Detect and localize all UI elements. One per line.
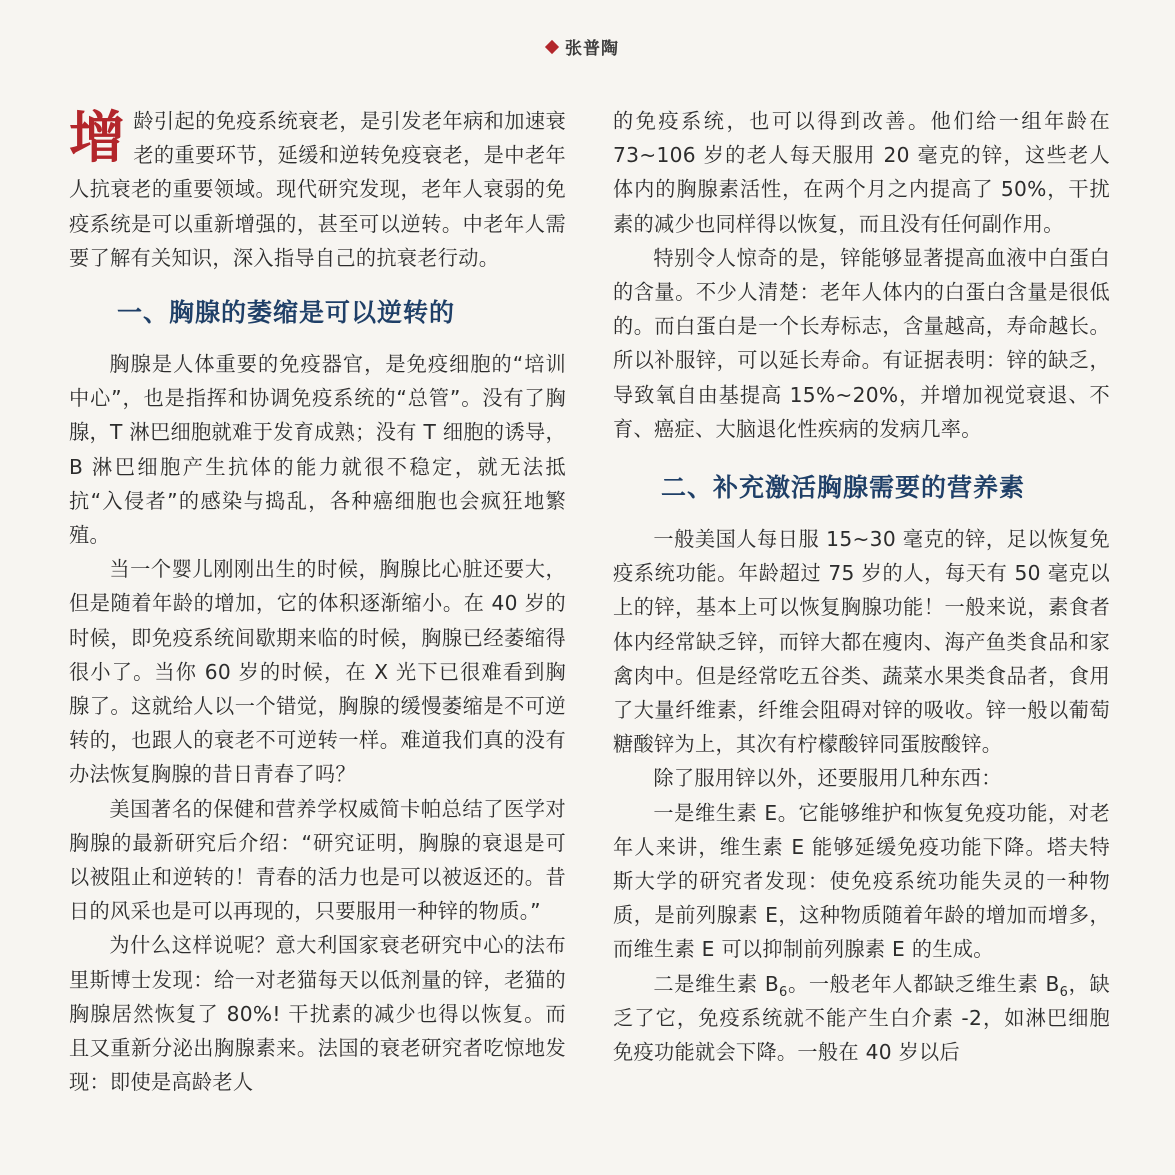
author-name: 张普陶 bbox=[565, 39, 619, 59]
diamond-icon bbox=[545, 39, 559, 53]
b6-subscript-1: 6 bbox=[779, 984, 788, 1000]
right-column bbox=[613, 104, 1110, 1069]
body-paragraph: 特别令人惊奇的是，锌能够显著提高血液中白蛋白的含量。不少人清楚：老年人体内的白蛋白含量是很低的。而白蛋白是一个长寿标志，含量越高，寿命越长。所以补服锌，可以延长寿命。有证据表明：锌的缺乏，导致氧自由基提高 15%~20%，并增加视觉衰退、不育、癌症、大脑退化性疾病的发病几率。 bbox=[613, 245, 1110, 441]
byline bbox=[547, 34, 619, 59]
b6-subscript-2: 6 bbox=[1059, 984, 1069, 1000]
b6-text-1: 二是维生素 B bbox=[653, 971, 779, 996]
body-paragraph: 除了服用锌以外，还要服用几种东西： bbox=[653, 766, 1002, 791]
body-paragraph: 胸腺是人体重要的免疫器官，是免疫细胞的“培训中心”，也是指挥和协调免疫系统的“总管”。没有了胸腺，T 淋巴细胞就难于发育成熟；没有 T 细胞的诱导，B 淋巴细胞产生抗体的能力就很不稳定，就无法抵抗“入侵者”的感染与捣乱，各种癌细胞也会疯狂地繁殖。 bbox=[69, 352, 566, 548]
body-paragraph: 一般美国人每日服 15~30 毫克的锌，足以恢复免疫系统功能。年龄超过 75 岁的人，每天有 50 毫克以上的锌，基本上可以恢复胸腺功能！一般来说，素食者体内经常缺乏锌，而锌大都在瘦肉、海产鱼类食品和家禽肉中。但是经常吃五谷类、蔬菜水果类食品者，食用了大量纤维素，纤维会阻碍对锌的吸收。锌一般以葡萄糖酸锌为上，其次有柠檬酸锌同蛋胺酸锌。 bbox=[613, 527, 1110, 757]
drop-cap: 增 bbox=[69, 105, 126, 171]
b6-text-3: ，缺乏了它，免疫系统就不能产生白介素 -2，如淋巴细胞免疫功能就会下降。一般在 40 岁以后 bbox=[613, 971, 1110, 1065]
section-heading-2: 二、补充激活胸腺需要的营养素 bbox=[661, 473, 1026, 503]
intro-paragraph bbox=[69, 104, 566, 275]
vitamin-b6-paragraph bbox=[613, 967, 1110, 1070]
continuation-paragraph: 的免疫系统，也可以得到改善。他们给一组年龄在 73~106 岁的老人每天服用 20 毫克的锌，这些老人体内的胸腺素活性，在两个月之内提高了 50%，干扰素的减少也同样得以恢复，而且没有任何副作用。 bbox=[613, 109, 1110, 236]
b6-text-2: 。一般老年人都缺乏维生素 B bbox=[787, 971, 1060, 996]
body-paragraph: 当一个婴儿刚刚出生的时候，胸腺比心脏还要大，但是随着年龄的增加，它的体积逐渐缩小。在 40 岁的时候，即免疫系统间歇期来临的时候，胸腺已经萎缩得很小了。当你 60 岁的时候，在 X 光下已很难看到胸腺了。这就给人以一个错觉，胸腺的缓慢萎缩是不可逆转的，也跟人的衰老不可逆转一样。难道我们真的没有办法恢复胸腺的昔日青春了吗？ bbox=[69, 557, 566, 787]
body-paragraph: 为什么这样说呢？意大利国家衰老研究中心的法布里斯博士发现：给一对老猫每天以低剂量的锌，老猫的胸腺居然恢复了 80%! 干扰素的减少也得以恢复。而且又重新分泌出胸腺素来。法国的衰老研究者吃惊地发现：即使是高龄老人 bbox=[69, 933, 566, 1095]
left-column bbox=[69, 104, 566, 1099]
section-heading-1: 一、胸腺的萎缩是可以逆转的 bbox=[117, 298, 456, 328]
intro-text: 龄引起的免疫系统衰老，是引发老年病和加速衰老的重要环节，延缓和逆转免疫衰老，是中老年人抗衰老的重要领域。现代研究发现，老年人衰弱的免疫系统是可以重新增强的，甚至可以逆转。中老年人需要了解有关知识，深入指导自己的抗衰老行动。 bbox=[69, 109, 566, 270]
body-paragraph: 一是维生素 E。它能够维护和恢复免疫功能，对老年人来讲，维生素 E 能够延缓免疫功能下降。塔夫特斯大学的研究者发现：使免疫系统功能失灵的一种物质，是前列腺素 E，这种物质随着年龄的增加而增多，而维生素 E 可以抑制前列腺素 E 的生成。 bbox=[613, 800, 1110, 962]
body-paragraph: 美国著名的保健和营养学权威简卡帕总结了医学对胸腺的最新研究后介绍：“研究证明，胸腺的衰退是可以被阻止和逆转的！青春的活力也是可以被返还的。昔日的风采也是可以再现的，只要服用一种锌的物质。” bbox=[69, 796, 566, 924]
